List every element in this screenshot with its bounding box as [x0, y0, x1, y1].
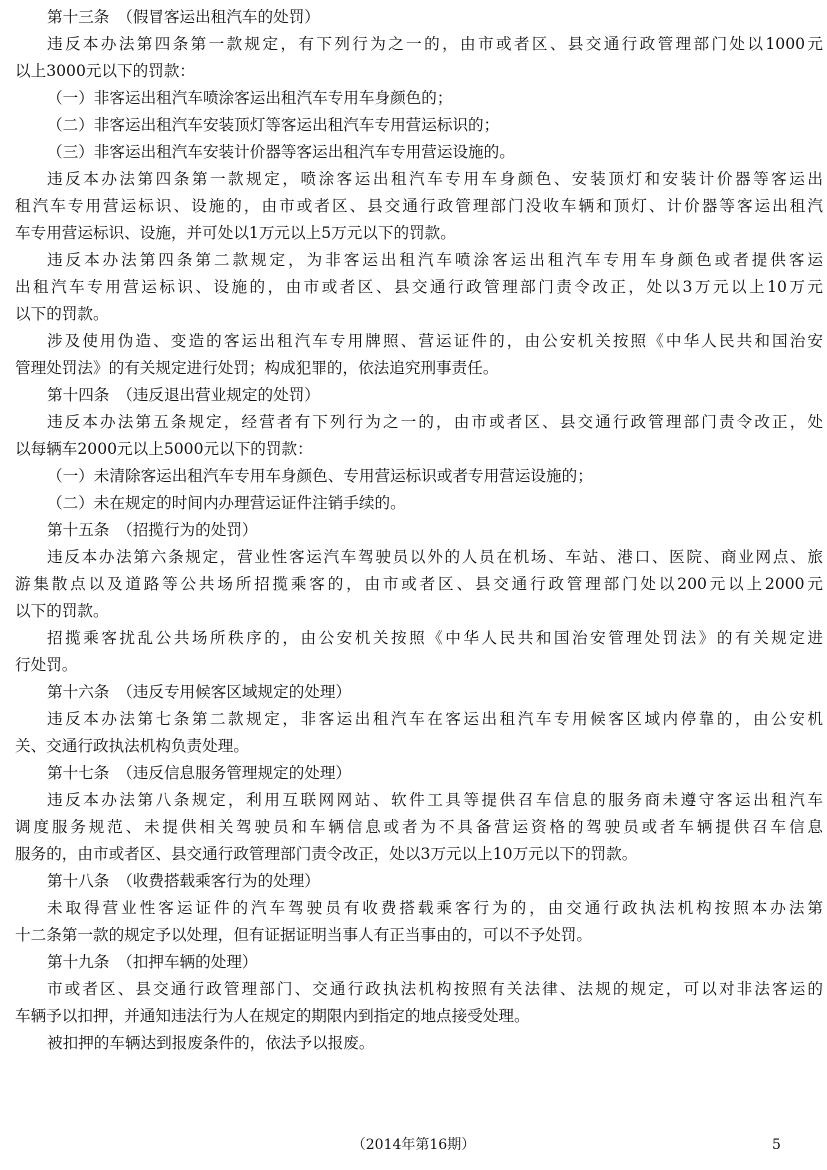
article-15-heading: 第十五条 （招揽行为的处罚）: [47, 521, 258, 539]
paragraph-line: 违反本办法第四条第二款规定，为非客运出租汽车喷涂客运出租汽车专用车身颜色或者提供客运: [47, 251, 823, 269]
regulation-text: [15, 4, 823, 1057]
page-number: 5: [772, 1137, 781, 1153]
article-18-heading: 第十八条 （收费搭载乘客行为的处理）: [47, 872, 320, 890]
paragraph-line: 游集散点以及道路等公共场所招揽乘客的，由市或者区、县交通行政管理部门处以200元以上2000元: [15, 575, 823, 593]
paragraph-line: 车专用营运标识、设施，并可处以1万元以上5万元以下的罚款。: [15, 224, 456, 242]
paragraph-line: 违反本办法第八条规定，利用互联网网站、软件工具等提供召车信息的服务商未遵守客运出租汽车: [47, 791, 823, 809]
paragraph-line: 以下的罚款。: [15, 602, 109, 620]
article-16-heading: 第十六条 （违反专用候客区域规定的处理）: [47, 683, 352, 701]
list-item: （三）非客运出租汽车安装计价器等客运出租汽车专用营运设施的。: [47, 143, 515, 161]
paragraph-line: 关、交通行政执法机构负责处理。: [15, 737, 249, 755]
paragraph-line: 招揽乘客扰乱公共场所秩序的，由公安机关按照《中华人民共和国治安管理处罚法》的有关规定进: [47, 629, 823, 647]
paragraph-line: 违反本办法第四条第一款规定，有下列行为之一的，由市或者区、县交通行政管理部门处以1000元: [47, 35, 823, 53]
issue-label: （2014年第16期）: [351, 1137, 476, 1153]
paragraph-line: 违反本办法第五条规定，经营者有下列行为之一的，由市或者区、县交通行政管理部门责令改正，处: [47, 413, 823, 431]
paragraph-line: 未取得营业性客运证件的汽车驾驶员有收费搭载乘客行为的，由交通行政执法机构按照本办法第: [47, 899, 823, 917]
paragraph-line: 管理处罚法》的有关规定进行处罚；构成犯罪的，依法追究刑事责任。: [15, 359, 499, 377]
paragraph-line: 行处罚。: [15, 656, 78, 674]
article-14-heading: 第十四条 （违反退出营业规定的处罚）: [47, 386, 320, 404]
paragraph-line: 市或者区、县交通行政管理部门、交通行政执法机构按照有关法律、法规的规定，可以对非法客运的: [47, 980, 823, 998]
paragraph-line: 违反本办法第六条规定，营业性客运汽车驾驶员以外的人员在机场、车站、港口、医院、商业网点、旅: [47, 548, 823, 566]
article-17-heading: 第十七条 （违反信息服务管理规定的处理）: [47, 764, 352, 782]
paragraph-line: 以上3000元以下的罚款：: [15, 62, 196, 80]
list-item: （二）非客运出租汽车安装顶灯等客运出租汽车专用营运标识的；: [47, 116, 500, 134]
paragraph-line: 服务的，由市或者区、县交通行政管理部门责令改正，处以3万元以上10万元以下的罚款。: [15, 845, 638, 863]
paragraph-line: 涉及使用伪造、变造的客运出租汽车专用牌照、营运证件的，由公安机关按照《中华人民共和国治安: [47, 332, 823, 350]
article-19-heading: 第十九条 （扣押车辆的处理）: [47, 953, 258, 971]
paragraph-line: 被扣押的车辆达到报废条件的，依法予以报废。: [47, 1034, 375, 1052]
page-footer: [0, 1132, 827, 1158]
paragraph-line: 以每辆车2000元以上5000元以下的罚款：: [15, 440, 313, 458]
paragraph-line: 违反本办法第四条第一款规定，喷涂客运出租汽车专用车身颜色、安装顶灯和安装计价器等客运出: [47, 170, 823, 188]
paragraph-line: 十二条第一款的规定予以处理，但有证据证明当事人有正当事由的，可以不予处罚。: [15, 926, 592, 944]
list-item: （一）未清除客运出租汽车专用车身颜色、专用营运标识或者专用营运设施的；: [47, 467, 593, 485]
paragraph-line: 调度服务规范、未提供相关驾驶员和车辆信息或者为不具备营运资格的驾驶员或者车辆提供召车信息: [15, 818, 823, 836]
list-item: （一）非客运出租汽车喷涂客运出租汽车专用车身颜色的；: [47, 89, 453, 107]
paragraph-line: 租汽车专用营运标识、设施的，由市或者区、县交通行政管理部门没收车辆和顶灯、计价器等客运出租汽: [15, 197, 823, 215]
paragraph-line: 车辆予以扣押，并通知违法行为人在规定的期限内到指定的地点接受处理。: [15, 1007, 530, 1025]
list-item: （二）未在规定的时间内办理营运证件注销手续的。: [47, 494, 406, 512]
paragraph-line: 违反本办法第七条第二款规定，非客运出租汽车在客运出租汽车专用候客区域内停靠的，由公安机: [47, 710, 823, 728]
paragraph-line: 出租汽车专用营运标识、设施的，由市或者区、县交通行政管理部门责令改正，处以3万元以上10万元: [15, 278, 823, 296]
article-13-heading: 第十三条 （假冒客运出租汽车的处罚）: [47, 8, 320, 26]
paragraph-line: 以下的罚款。: [15, 305, 109, 323]
